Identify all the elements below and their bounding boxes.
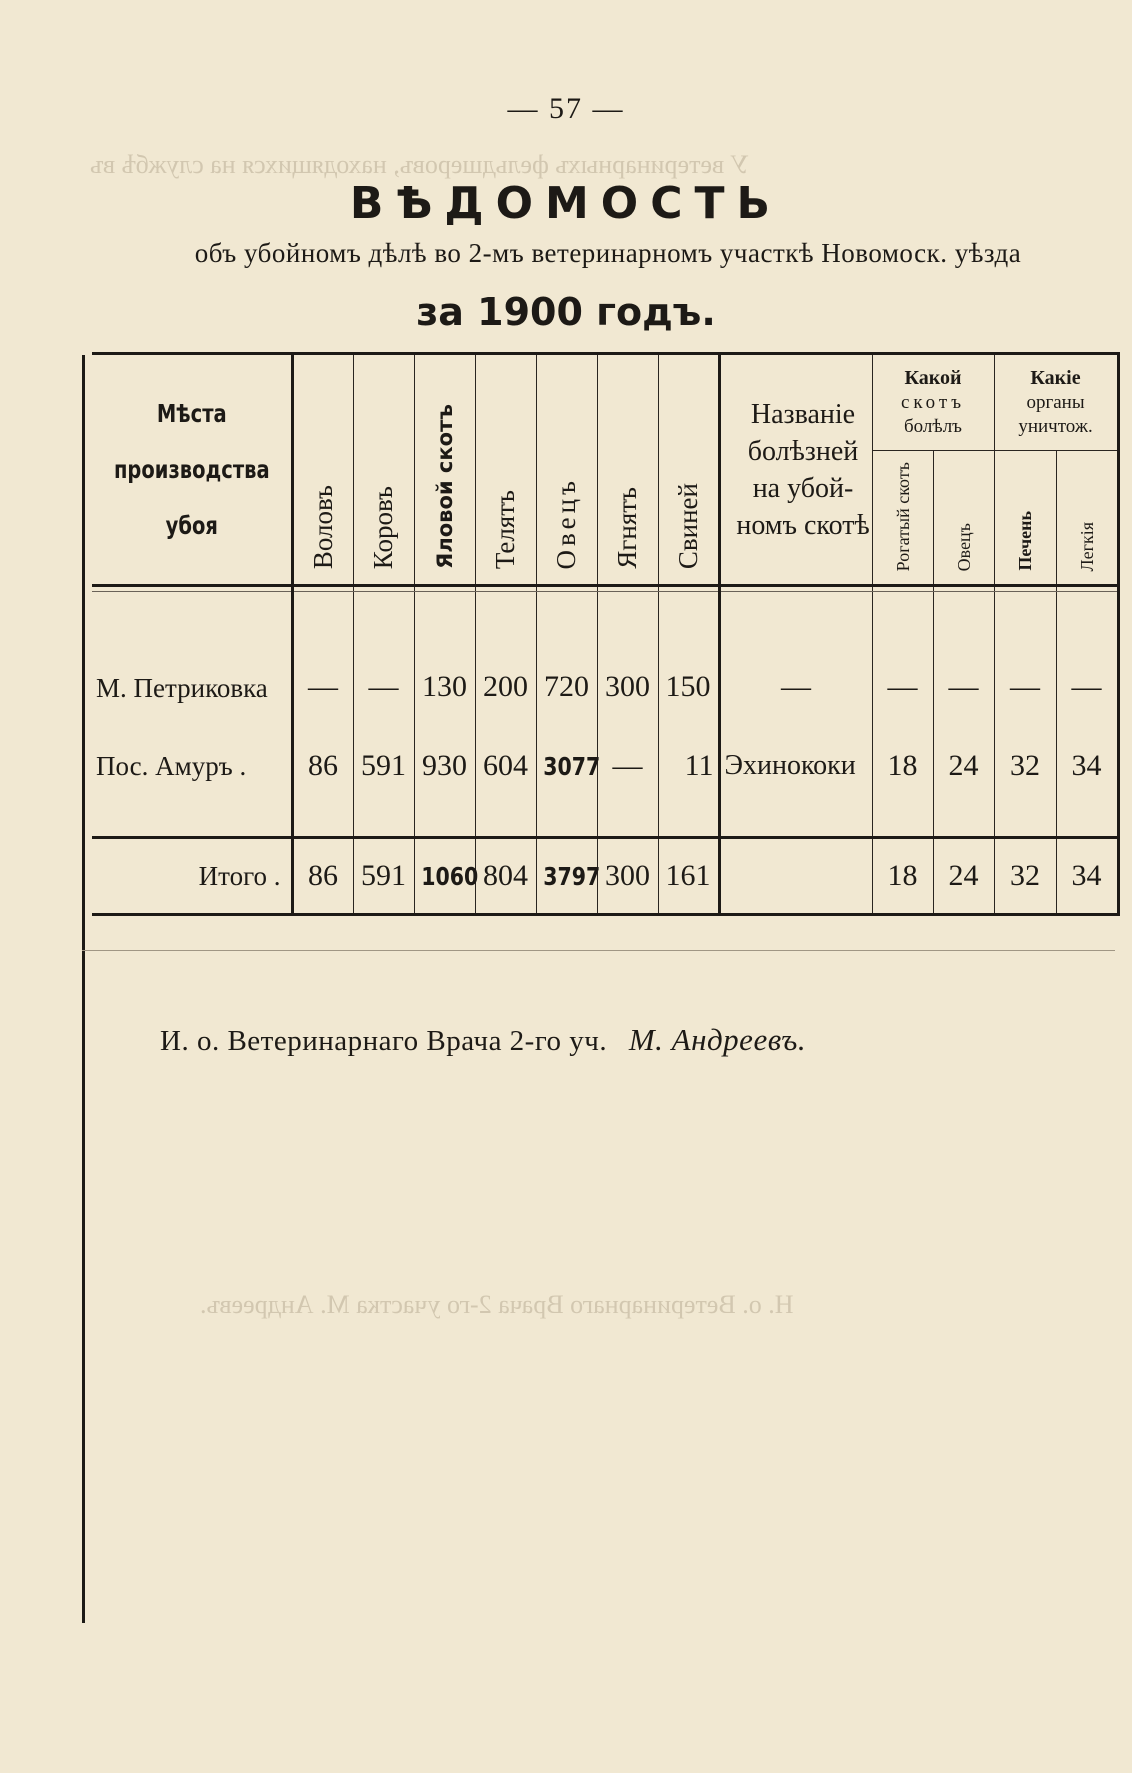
organs-group-line-3: уничтож. [1018,416,1093,437]
cell-calves: 604 [475,710,536,822]
cell-calves: 200 [475,592,536,711]
year-heading: за 1900 годъ. [416,290,716,334]
col-sick-cattle-label: Рогатый скотъ [892,461,913,571]
cell-disease: — [719,592,872,711]
total-sick-sheep: 24 [933,838,994,915]
col-cows-header [353,354,414,586]
organs-group-line-2: органы [1026,392,1085,413]
cell-pigs: 150 [658,592,719,711]
total-lambs: 300 [597,838,658,915]
col-calves-header [475,354,536,586]
header-row [92,354,1118,451]
document-subtitle: объ убойномъ дѣлѣ во 2-мъ ветеринарномъ участкѣ Новомоск. уѣзда [194,238,1022,268]
cell-lambs: — [597,710,658,822]
total-sick-cattle: 18 [872,838,933,915]
cell-oxen: — [292,592,353,711]
cell-cows: 591 [353,710,414,822]
table-row [92,710,1118,822]
cell-pigs: 11 [658,710,719,822]
total-pigs: 161 [658,838,719,915]
cell-oxen: 86 [292,710,353,822]
col-oxen-label: Воловъ [307,484,338,569]
total-calves: 804 [475,838,536,915]
reverse-bleed-1: У ветеринарныхъ фельдшеровъ, находящихся на службѣ въ [90,150,750,179]
disease-header-line-2: болѣзней [747,435,859,467]
table-bottom-rule [82,950,1115,951]
row-place: М. Петриковка [92,592,292,711]
disease-header-line-4: номъ скотѣ [736,509,870,541]
col-lungs-label: Легкія [1076,521,1097,571]
col-lungs-header [1056,451,1118,586]
cell-liver: 32 [994,710,1056,822]
reverse-bleed-2: Н. о. Ветеринарнаго Врача 2-го участка М. Андреевъ. [200,1290,794,1319]
sick-group-header [872,354,994,451]
disease-header [719,354,872,586]
col-sick-sheep-header [933,451,994,586]
cell-lungs: — [1056,592,1118,711]
document-title: ВѢДОМОСТЬ [349,178,783,229]
col-sheep-label: Овецъ [551,476,581,569]
organs-group-header [994,354,1118,451]
page-number: — 57 — [507,92,625,125]
signature-text: И. о. Ветеринарнаго Врача 2-го уч. [160,1025,608,1057]
total-disease [719,838,872,915]
col-barren-cattle-header [414,354,475,586]
col-sheep-header [536,354,597,586]
col-liver-label: Печень [1015,511,1036,571]
col-sick-sheep-label: Овецъ [953,522,974,571]
total-oxen: 86 [292,838,353,915]
disease-header-line-1: Названіе [750,398,856,430]
cell-barren-cattle: 930 [414,710,475,822]
left-margin-rule [82,355,85,1623]
cell-lungs: 34 [1056,710,1118,822]
total-sheep: 3797 [542,862,600,891]
disease-header-line-3: на убой- [752,472,854,504]
total-label: Итого . [92,838,292,915]
col-lambs-header [597,354,658,586]
table-row [92,592,1118,711]
total-lungs: 34 [1056,838,1118,915]
sick-group-line-1: Какой [904,367,962,389]
col-oxen-header [292,354,353,586]
col-sick-cattle-header [872,451,933,586]
cell-lambs: 300 [597,592,658,711]
col-barren-cattle-label: Яловой скотъ [432,404,457,569]
sick-group-line-2: скотъ [900,392,966,413]
signature-name: М. Андреевъ. [628,1022,807,1057]
place-header-line-1: Мѣста [156,398,227,428]
row-place: Пос. Амуръ . [92,710,292,822]
cell-sick-cattle: 18 [872,710,933,822]
col-calves-label: Телятъ [490,489,520,569]
col-cows-label: Коровъ [368,485,398,569]
place-header [92,354,292,586]
organs-group-line-1: Какіе [1030,367,1081,389]
sick-group-line-3: болѣлъ [903,416,963,437]
cell-sick-sheep: 24 [933,710,994,822]
cell-sheep: 720 [536,592,597,711]
total-separator [92,822,1118,838]
total-cows: 591 [353,838,414,915]
cell-cows: — [353,592,414,711]
col-pigs-label: Свиней [672,482,703,569]
cell-disease: Эхинококи [719,710,872,822]
slaughter-table [92,352,1120,916]
total-liver: 32 [994,838,1056,915]
cell-sick-sheep: — [933,592,994,711]
col-liver-header [994,451,1056,586]
col-pigs-header [658,354,719,586]
signature-line [160,1022,806,1058]
col-lambs-label: Ягнятъ [612,487,642,569]
total-row [92,838,1118,915]
cell-barren-cattle: 130 [414,592,475,711]
place-header-line-2: производства [113,454,270,484]
cell-sheep: 3077 [542,752,600,781]
place-header-line-3: убоя [165,510,218,540]
cell-sick-cattle: — [872,592,933,711]
total-barren-cattle: 1060 [420,862,478,891]
cell-liver: — [994,592,1056,711]
